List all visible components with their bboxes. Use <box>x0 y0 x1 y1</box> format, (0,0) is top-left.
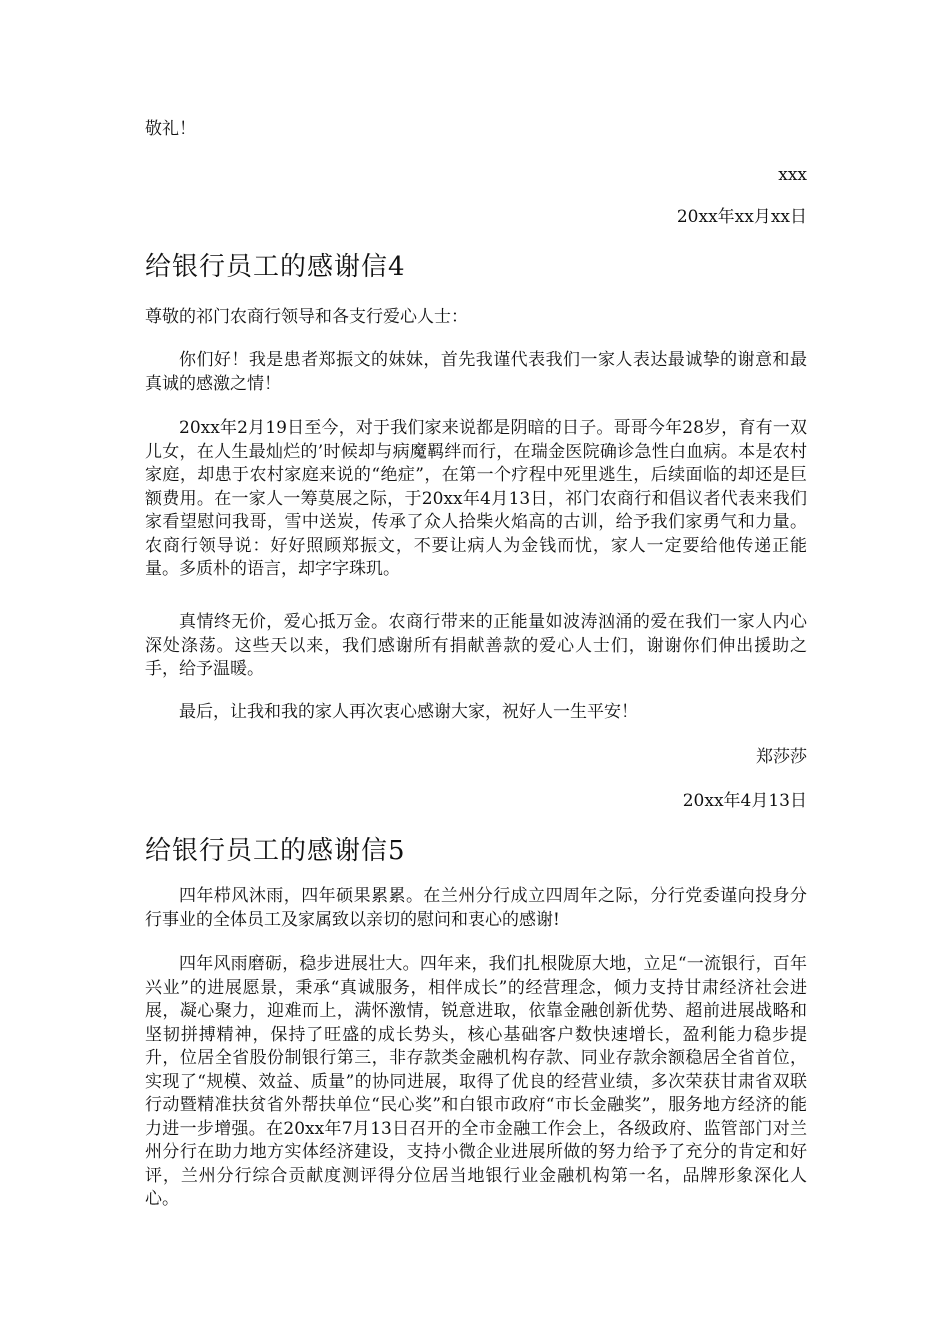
closing-salute: 敬礼！ <box>145 119 196 139</box>
closing-date: 20xx年xx月xx日 <box>676 207 807 227</box>
letter4-paragraph-2: 20xx年2月19日至今，对于我们家来说都是阴暗的日子。哥哥今年28岁，育有一双儿女，在人生最灿烂的’时候却与病魔羁绊而行，在瑞金医院确诊急性白血病。本是农村家庭，却患于农村家庭来说的“绝症”，在第一个疗程中死里逃生，后续面临的却还是巨额费用。在一家人一筹莫展之际，于20xx年4月13日，祁门农商行和倡议者代表来我们家看望慰问我哥，雪中送炭，传承了众人拾柴火焰高的古训，给予我们家勇气和力量。农商行领导说：好好照顾郑振文，不要让病人为金钱而忧，家人一定要给他传递正能量。多质朴的语言，却字字珠玑。 <box>145 418 807 579</box>
letter4-paragraph-1: 你们好！我是患者郑振文的妹妹，首先我谨代表我们一家人表达最诚挚的谢意和最真诚的感激之情！ <box>145 350 807 394</box>
letter4-title: 给银行员工的感谢信4 <box>145 252 406 282</box>
letter4-signer: 郑莎莎 <box>756 747 807 767</box>
closing-signer: xxx <box>778 165 807 185</box>
letter5-paragraph-2: 四年风雨磨砺，稳步进展壮大。四年来，我们扎根陇原大地，立足“一流银行，百年兴业”的进展愿景，秉承“真诚服务，相伴成长”的经营理念，倾力支持甘肃经济社会进展，凝心聚力，迎难而上，满怀激情，锐意进取，依靠金融创新优势、超前进展战略和坚韧拼搏精神，保持了旺盛的成长势头，核心基础客户数快速增长，盈利能力稳步提升，位居全省股份制银行第三，非存款类金融机构存款、同业存款余额稳居全省首位，实现了“规模、效益、质量”的协同进展，取得了优良的经营业绩，多次荣获甘肃省双联行动暨精准扶贫省外帮扶单位“民心奖”和白银市政府“市长金融奖”，服务地方经济的能力进一步增强。在20xx年7月13日召开的全市金融工作会上，各级政府、监管部门对兰州分行在助力地方实体经济建设，支持小微企业进展所做的努力给予了充分的肯定和好评，兰州分行综合贡献度测评得分位居当地银行业金融机构第一名，品牌形象深化人心。 <box>145 954 807 1209</box>
letter4-date: 20xx年4月13日 <box>682 791 807 811</box>
letter5-title: 给银行员工的感谢信5 <box>145 836 406 866</box>
letter5-paragraph-1: 四年栉风沐雨，四年硕果累累。在兰州分行成立四周年之际，分行党委谨向投身分行事业的全体员工及家属致以亲切的慰问和衷心的感谢! <box>145 886 807 930</box>
letter4-paragraph-3: 真情终无价，爱心抵万金。农商行带来的正能量如波涛汹涌的爱在我们一家人内心深处涤荡。这些天以来，我们感谢所有捐献善款的爱心人士们，谢谢你们伸出援助之手，给予温暖。 <box>145 612 807 679</box>
letter4-salutation: 尊敬的祁门农商行领导和各支行爱心人士： <box>145 307 468 327</box>
letter4-paragraph-4: 最后，让我和我的家人再次衷心感谢大家，祝好人一生平安！ <box>179 702 638 722</box>
